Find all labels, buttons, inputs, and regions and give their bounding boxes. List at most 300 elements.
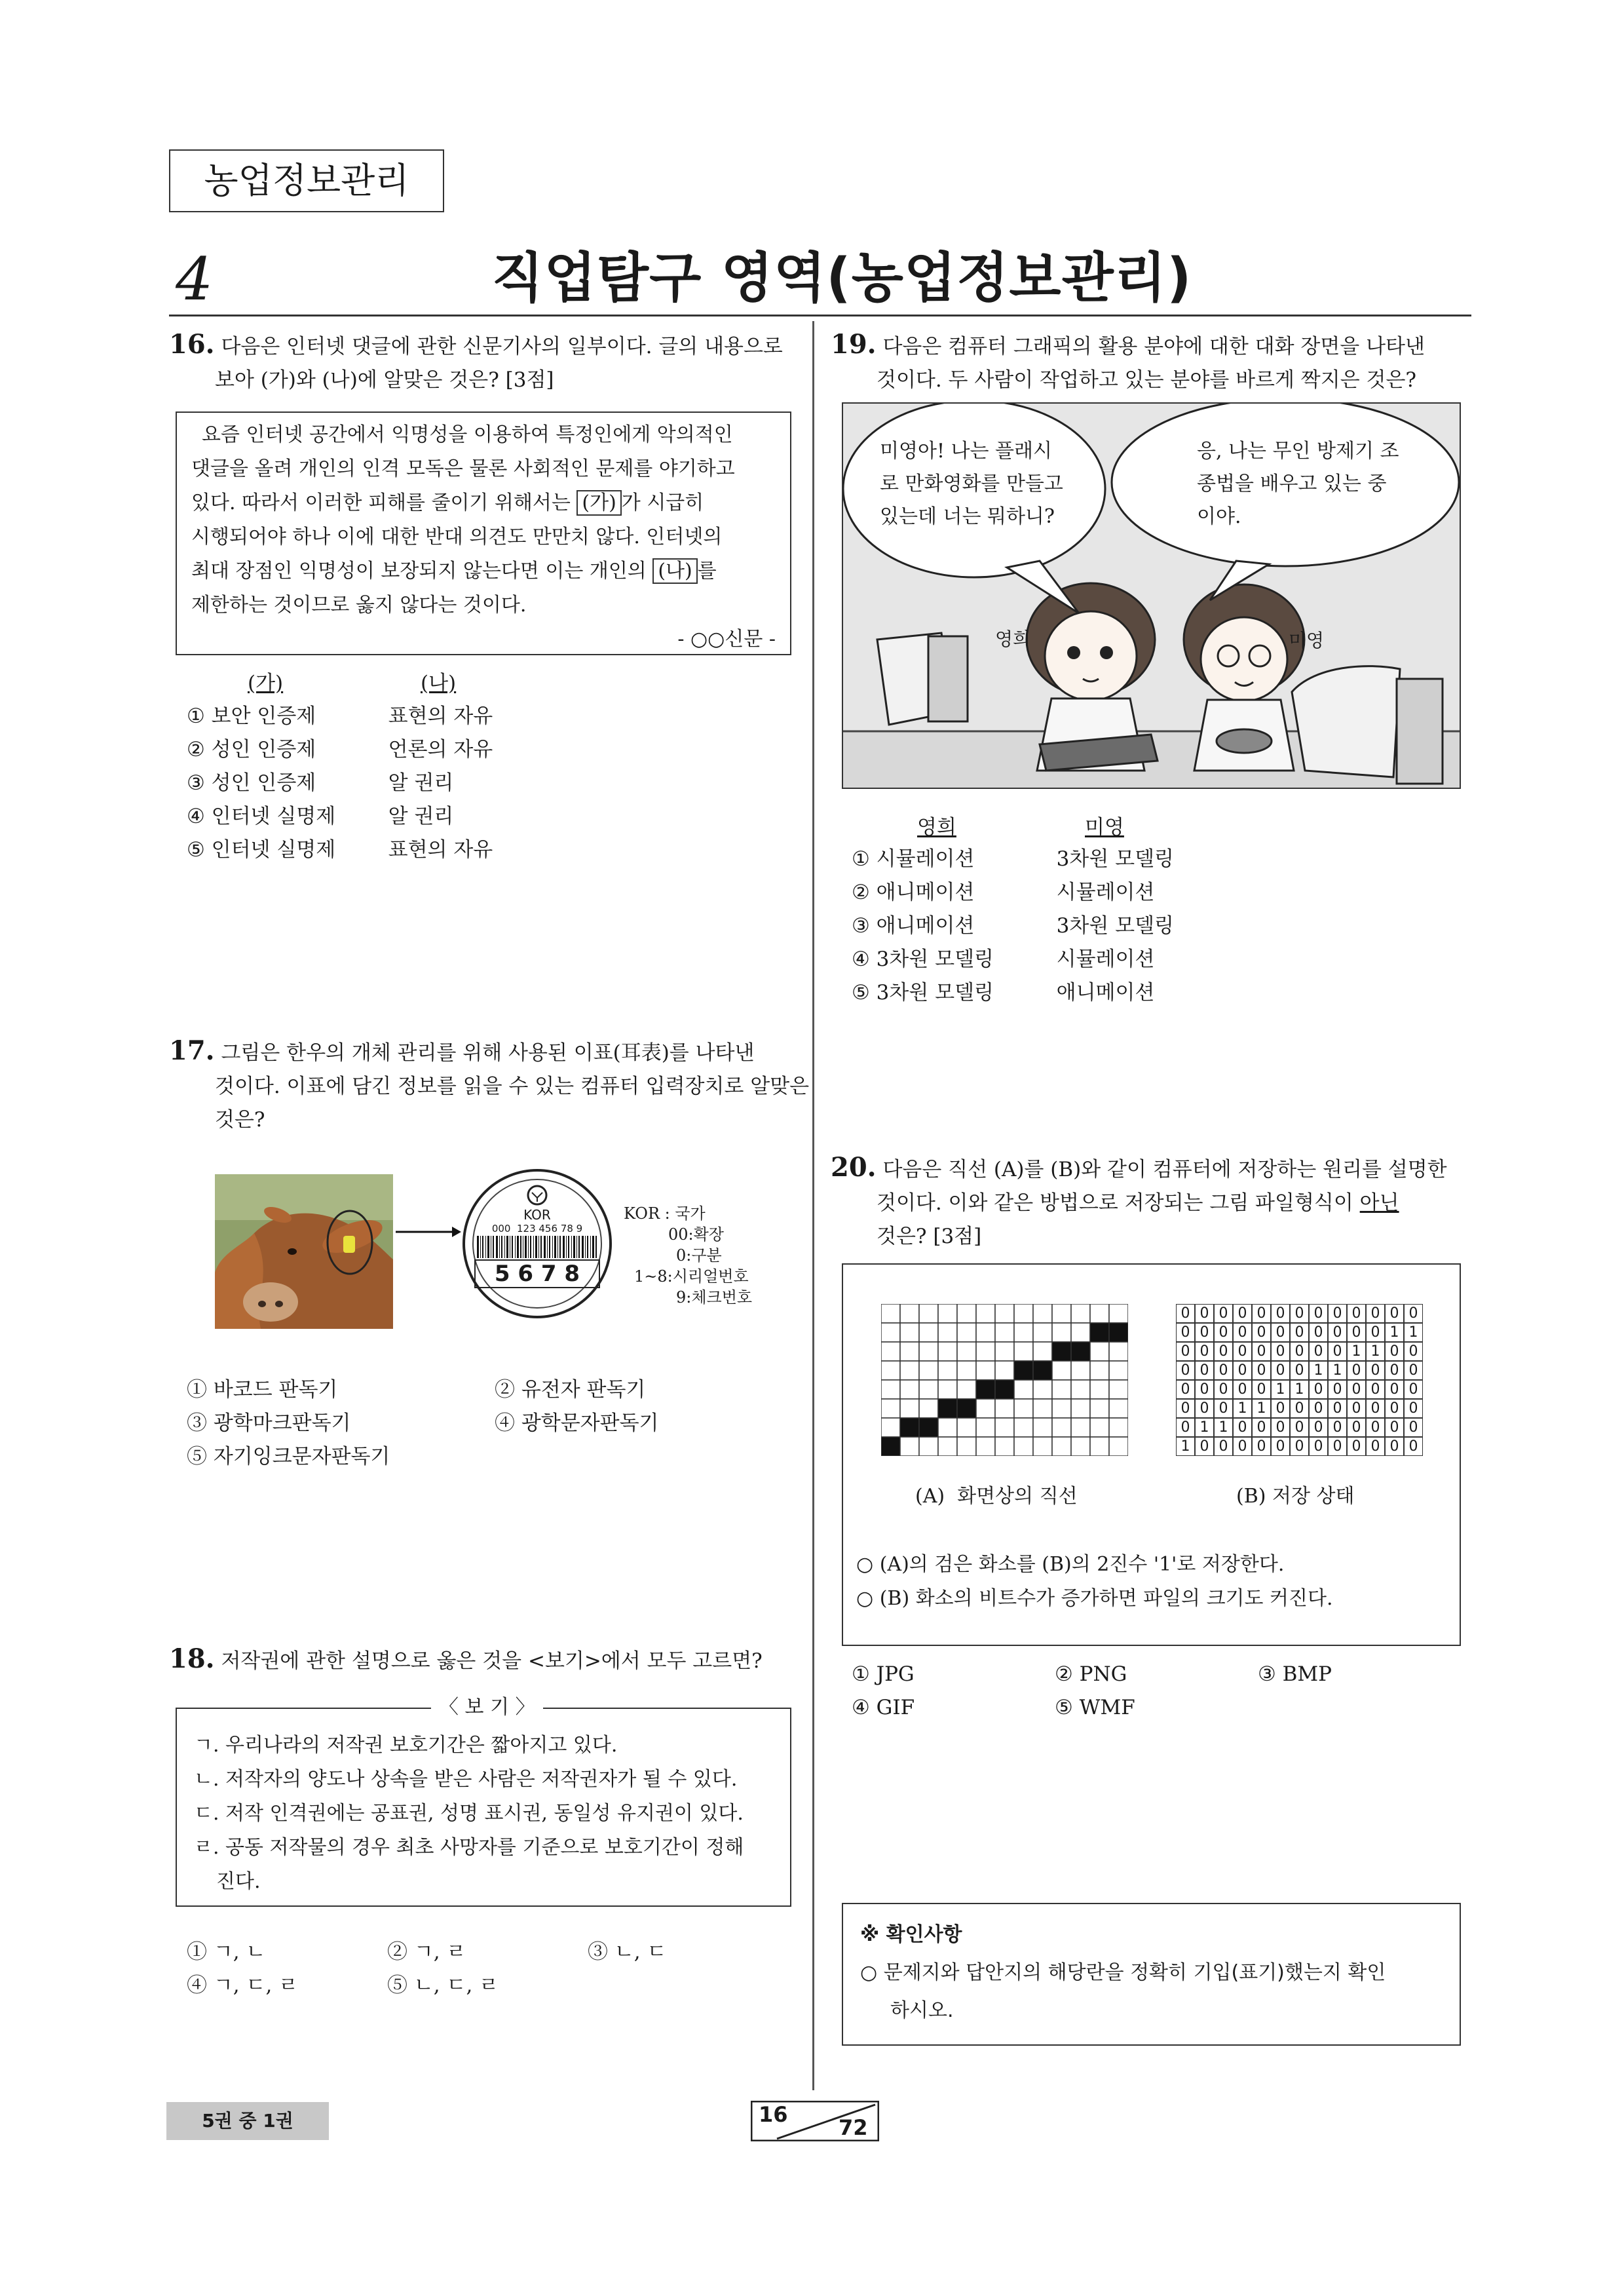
q16-choice-1[interactable]: ① 보안 인증제 표현의 자유 bbox=[187, 704, 493, 728]
pixel-white bbox=[900, 1342, 919, 1361]
bit-cell: 0 bbox=[1290, 1418, 1309, 1437]
bit-cell: 0 bbox=[1347, 1418, 1366, 1437]
pixel-white bbox=[1109, 1399, 1128, 1418]
bit-cell: 0 bbox=[1328, 1437, 1347, 1456]
pixel-black bbox=[976, 1380, 995, 1399]
barcode bbox=[477, 1236, 597, 1258]
pixel-white bbox=[1033, 1437, 1052, 1456]
bit-cell: 0 bbox=[1176, 1399, 1195, 1418]
pixel-white bbox=[938, 1380, 957, 1399]
page-current: 16 bbox=[759, 2102, 788, 2127]
notice-title: ※ 확인사항 bbox=[860, 1923, 962, 1946]
bit-cell: 0 bbox=[1252, 1418, 1271, 1437]
q18-item-3: ㄷ. 저작 인격권에는 공표권, 성명 표시권, 동일성 유지권이 있다. bbox=[194, 1802, 744, 1825]
q16-stem-line2: 보아 (가)와 (나)에 알맞은 것은? [3점] bbox=[215, 368, 554, 392]
bit-cell: 0 bbox=[1271, 1342, 1290, 1361]
bit-cell: 0 bbox=[1271, 1304, 1290, 1323]
pixel-white bbox=[881, 1418, 900, 1437]
pixel-white bbox=[1033, 1342, 1052, 1361]
bit-cell: 0 bbox=[1176, 1380, 1195, 1399]
bit-cell: 0 bbox=[1404, 1361, 1423, 1380]
q17-number: 17. bbox=[169, 1035, 215, 1066]
pixel-white bbox=[1109, 1304, 1128, 1323]
bit-cell: 0 bbox=[1252, 1361, 1271, 1380]
pixel-white bbox=[1014, 1380, 1033, 1399]
bubble-right-line2: 종법을 배우고 있는 중 bbox=[1197, 472, 1387, 495]
bit-cell: 0 bbox=[1214, 1399, 1233, 1418]
pixel-white bbox=[1071, 1361, 1090, 1380]
pixel-white bbox=[1014, 1418, 1033, 1437]
bubble-left-line1: 미영아! 나는 플래시 bbox=[880, 440, 1052, 463]
q19-choice-2[interactable]: ② 애니메이션 시뮬레이션 bbox=[852, 881, 1155, 904]
bit-cell: 0 bbox=[1347, 1399, 1366, 1418]
pixel-white bbox=[976, 1323, 995, 1342]
pixel-white bbox=[1090, 1342, 1109, 1361]
pixel-white bbox=[1014, 1399, 1033, 1418]
pixel-white bbox=[957, 1380, 976, 1399]
pixel-white bbox=[1014, 1437, 1033, 1456]
bit-cell: 0 bbox=[1233, 1304, 1252, 1323]
tag-digits-small: 000 123 456 78 9 bbox=[491, 1223, 583, 1234]
tag-legend bbox=[624, 1203, 752, 1308]
question-17 bbox=[169, 1034, 810, 1137]
pixel-white bbox=[1014, 1304, 1033, 1323]
pixel-white bbox=[995, 1323, 1014, 1342]
bit-cell: 1 bbox=[1366, 1342, 1385, 1361]
pixel-white bbox=[900, 1304, 919, 1323]
bit-cell: 1 bbox=[1176, 1437, 1195, 1456]
q16-passage-line2: 댓글을 올려 개인의 인격 모독은 물론 사회적인 문제를 야기하고 bbox=[191, 457, 735, 480]
pixel-white bbox=[1109, 1361, 1128, 1380]
subject-tab bbox=[169, 149, 444, 212]
bit-cell: 0 bbox=[1252, 1323, 1271, 1342]
q20-figure-box bbox=[842, 1263, 1461, 1646]
pixel-white bbox=[900, 1437, 919, 1456]
q19-number: 19. bbox=[831, 329, 877, 360]
q19-choices bbox=[852, 843, 1174, 1010]
pixel-white bbox=[919, 1342, 938, 1361]
pixel-white bbox=[957, 1437, 976, 1456]
bubble-right-line1: 응, 나는 무인 방제기 조 bbox=[1197, 440, 1399, 463]
bit-cell: 0 bbox=[1195, 1361, 1214, 1380]
bit-cell: 0 bbox=[1309, 1418, 1328, 1437]
question-16 bbox=[169, 328, 798, 397]
question-20 bbox=[831, 1151, 1447, 1253]
q16-passage-line5a: 최대 장점인 익명성이 보장되지 않는다면 이는 개인의 bbox=[191, 560, 647, 583]
bit-cell: 1 bbox=[1290, 1380, 1309, 1399]
bit-cell: 0 bbox=[1195, 1304, 1214, 1323]
pixel-white bbox=[1052, 1380, 1071, 1399]
bit-cell: 0 bbox=[1252, 1437, 1271, 1456]
q16-passage-line3a: 있다. 따라서 이러한 피해를 줄이기 위해서는 bbox=[191, 491, 571, 514]
q20-stem-underline: 아닌 bbox=[1359, 1191, 1399, 1215]
tag-kor: KOR bbox=[523, 1207, 551, 1223]
pixel-white bbox=[1033, 1380, 1052, 1399]
bit-cell: 0 bbox=[1176, 1361, 1195, 1380]
bit-cell: 0 bbox=[1404, 1437, 1423, 1456]
q16-choice-3[interactable]: ③ 성인 인증제 알 권리 bbox=[187, 771, 454, 795]
q17-choice-1[interactable]: ① 바코드 판독기 bbox=[187, 1378, 338, 1402]
bit-cell: 0 bbox=[1309, 1304, 1328, 1323]
q17-stem-line1: 그림은 한우의 개체 관리를 위해 사용된 이표(耳表)를 나타낸 bbox=[221, 1041, 755, 1065]
q17-choices bbox=[187, 1373, 803, 1474]
comic-name-left: 영희 bbox=[995, 628, 1031, 650]
question-18 bbox=[169, 1642, 763, 1678]
bit-cell: 0 bbox=[1385, 1437, 1404, 1456]
pixel-white bbox=[1090, 1437, 1109, 1456]
q20-note-1: ○ (A)의 검은 화소를 (B)의 2진수 '1'로 저장한다. bbox=[856, 1553, 1285, 1576]
caption-b: (B) 저장 상태 bbox=[1236, 1485, 1355, 1508]
bit-cell: 0 bbox=[1214, 1342, 1233, 1361]
pixel-white bbox=[976, 1342, 995, 1361]
q19-choice-1[interactable]: ① 시뮬레이션 3차원 모델링 bbox=[852, 847, 1174, 871]
bit-cell: 1 bbox=[1214, 1418, 1233, 1437]
q18-choice-4[interactable]: ④ ㄱ, ㄷ, ㄹ bbox=[187, 1974, 299, 1997]
bit-cell: 0 bbox=[1176, 1418, 1195, 1437]
q16-choice-4[interactable]: ④ 인터넷 실명제 알 권리 bbox=[187, 805, 454, 828]
pixel-white bbox=[881, 1323, 900, 1342]
bit-cell: 0 bbox=[1214, 1304, 1233, 1323]
bit-cell: 0 bbox=[1404, 1399, 1423, 1418]
pixel-black bbox=[1033, 1361, 1052, 1380]
bit-cell: 0 bbox=[1404, 1342, 1423, 1361]
bit-cell: 1 bbox=[1271, 1380, 1290, 1399]
bit-cell: 1 bbox=[1385, 1323, 1404, 1342]
q16-source: - ○○신문 - bbox=[677, 628, 776, 651]
q18-item-5: 진다. bbox=[216, 1870, 261, 1893]
q16-blank-ga: (가) bbox=[576, 490, 621, 516]
pixel-white bbox=[957, 1304, 976, 1323]
bit-cell: 0 bbox=[1347, 1380, 1366, 1399]
bit-cell: 0 bbox=[1385, 1304, 1404, 1323]
pixel-white bbox=[938, 1437, 957, 1456]
bit-cell: 0 bbox=[1328, 1342, 1347, 1361]
pixel-white bbox=[1109, 1437, 1128, 1456]
q18-bogi-title-text: 보 기 bbox=[464, 1696, 510, 1719]
pixel-grid-a bbox=[881, 1304, 1128, 1456]
bit-cell: 1 bbox=[1195, 1418, 1214, 1437]
bit-cell: 1 bbox=[1233, 1399, 1252, 1418]
pixel-white bbox=[1033, 1399, 1052, 1418]
ear-tag bbox=[461, 1168, 613, 1320]
bubble-right-line3: 이야. bbox=[1197, 505, 1241, 528]
q19-choice-3[interactable]: ③ 애니메이션 3차원 모델링 bbox=[852, 914, 1174, 938]
bit-cell: 0 bbox=[1290, 1342, 1309, 1361]
pixel-white bbox=[976, 1399, 995, 1418]
comic-name-right: 미영 bbox=[1289, 630, 1325, 651]
bit-cell: 0 bbox=[1347, 1361, 1366, 1380]
pixel-white bbox=[900, 1361, 919, 1380]
pixel-white bbox=[1071, 1304, 1090, 1323]
bit-cell: 0 bbox=[1309, 1399, 1328, 1418]
pixel-white bbox=[881, 1361, 900, 1380]
q17-choice-3[interactable]: ③ 광학마크판독기 bbox=[187, 1411, 351, 1435]
q19-col-header-a: 영희 bbox=[917, 816, 956, 839]
bit-cell: 0 bbox=[1366, 1418, 1385, 1437]
q16-choice-2[interactable]: ② 성인 인증제 언론의 자유 bbox=[187, 738, 493, 761]
bit-cell: 0 bbox=[1366, 1437, 1385, 1456]
q16-stem-line1: 다음은 인터넷 댓글에 관한 신문기사의 일부이다. 글의 내용으로 bbox=[221, 335, 783, 358]
q19-choice-4[interactable]: ④ 3차원 모델링 시뮬레이션 bbox=[852, 947, 1155, 971]
bit-cell: 0 bbox=[1233, 1361, 1252, 1380]
bit-cell: 0 bbox=[1252, 1342, 1271, 1361]
bit-cell: 0 bbox=[1328, 1304, 1347, 1323]
pixel-black bbox=[995, 1380, 1014, 1399]
q16-col-header-na: (나) bbox=[421, 672, 457, 695]
pixel-white bbox=[919, 1304, 938, 1323]
pixel-black bbox=[1071, 1342, 1090, 1361]
bit-cell: 0 bbox=[1271, 1437, 1290, 1456]
bit-cell: 0 bbox=[1328, 1399, 1347, 1418]
bit-cell: 0 bbox=[1271, 1418, 1290, 1437]
pixel-white bbox=[919, 1380, 938, 1399]
bit-cell: 0 bbox=[1195, 1323, 1214, 1342]
pixel-white bbox=[1109, 1418, 1128, 1437]
pixel-white bbox=[1090, 1418, 1109, 1437]
q19-col-header-b: 미영 bbox=[1085, 816, 1124, 839]
bit-cell: 0 bbox=[1385, 1418, 1404, 1437]
pixel-white bbox=[1090, 1361, 1109, 1380]
pixel-white bbox=[900, 1323, 919, 1342]
pixel-black bbox=[957, 1399, 976, 1418]
q20-choice-5[interactable]: ⑤ WMF bbox=[1055, 1696, 1135, 1719]
q20-choice-2[interactable]: ② PNG bbox=[1055, 1662, 1127, 1686]
page-indicator bbox=[751, 2101, 879, 2141]
bit-cell: 0 bbox=[1214, 1380, 1233, 1399]
bit-cell: 0 bbox=[1252, 1380, 1271, 1399]
pixel-white bbox=[1052, 1304, 1071, 1323]
bubble-right-text bbox=[1197, 435, 1399, 533]
bit-cell: 1 bbox=[1404, 1323, 1423, 1342]
pixel-white bbox=[1090, 1304, 1109, 1323]
pixel-white bbox=[995, 1304, 1014, 1323]
bit-cell: 0 bbox=[1233, 1418, 1252, 1437]
pixel-white bbox=[995, 1437, 1014, 1456]
q18-choice-5[interactable]: ⑤ ㄴ, ㄷ, ㄹ bbox=[387, 1974, 499, 1997]
q17-choice-5[interactable]: ⑤ 자기잉크문자판독기 bbox=[187, 1445, 390, 1468]
q18-choice-1[interactable]: ① ㄱ, ㄴ bbox=[187, 1940, 266, 1964]
pixel-white bbox=[1071, 1437, 1090, 1456]
bit-cell: 0 bbox=[1404, 1304, 1423, 1323]
pixel-black bbox=[1090, 1323, 1109, 1342]
bit-cell: 1 bbox=[1252, 1399, 1271, 1418]
pixel-white bbox=[957, 1361, 976, 1380]
q18-item-1: ㄱ. 우리나라의 저작권 보호기간은 짧아지고 있다. bbox=[194, 1734, 618, 1757]
q18-choices bbox=[187, 1936, 803, 2002]
bit-cell: 0 bbox=[1385, 1342, 1404, 1361]
page-total: 72 bbox=[839, 2115, 868, 2140]
tag-legend-5: 9:체크번호 bbox=[676, 1288, 753, 1307]
q18-item-2: ㄴ. 저작자의 양도나 상속을 받은 사람은 저작권자가 될 수 있다. bbox=[194, 1768, 738, 1791]
pixel-white bbox=[976, 1361, 995, 1380]
q20-choice-3[interactable]: ③ BMP bbox=[1258, 1662, 1332, 1686]
q16-passage-line4: 시행되어야 하나 이에 대한 반대 의견도 만만치 않다. 인터넷의 bbox=[191, 526, 723, 548]
q16-passage-line6: 제한하는 것이므로 옳지 않다는 것이다. bbox=[191, 594, 527, 617]
bit-cell: 0 bbox=[1328, 1418, 1347, 1437]
pixel-white bbox=[1033, 1304, 1052, 1323]
pixel-white bbox=[1071, 1380, 1090, 1399]
tag-legend-1: KOR : 국가 bbox=[624, 1204, 706, 1223]
bubble-left-line2: 로 만화영화를 만들고 bbox=[880, 472, 1063, 495]
bit-cell: 0 bbox=[1290, 1399, 1309, 1418]
bubble-left-text bbox=[880, 435, 1063, 533]
q20-choice-4[interactable]: ④ GIF bbox=[852, 1696, 915, 1719]
notice-line1: ○ 문제지와 답안지의 해당란을 정확히 기입(표기)했는지 확인 bbox=[860, 1961, 1386, 1984]
bubble-left-line3: 있는데 너는 뭐하니? bbox=[880, 505, 1055, 528]
pixel-white bbox=[881, 1304, 900, 1323]
bit-cell: 1 bbox=[1309, 1361, 1328, 1380]
pixel-white bbox=[1052, 1437, 1071, 1456]
pixel-white bbox=[976, 1418, 995, 1437]
pixel-white bbox=[938, 1418, 957, 1437]
bit-cell: 0 bbox=[1214, 1323, 1233, 1342]
bit-cell: 0 bbox=[1385, 1399, 1404, 1418]
bit-cell: 0 bbox=[1252, 1304, 1271, 1323]
bit-cell: 0 bbox=[1347, 1304, 1366, 1323]
column-divider bbox=[812, 321, 814, 2090]
notice-line2: 하시오. bbox=[890, 1999, 954, 2022]
bit-cell: 0 bbox=[1271, 1323, 1290, 1342]
q16-choice-5[interactable]: ⑤ 인터넷 실명제 표현의 자유 bbox=[187, 838, 493, 862]
pixel-black bbox=[900, 1418, 919, 1437]
bit-cell: 0 bbox=[1195, 1437, 1214, 1456]
bit-cell: 0 bbox=[1195, 1342, 1214, 1361]
bit-cell: 1 bbox=[1328, 1361, 1347, 1380]
pixel-black bbox=[881, 1437, 900, 1456]
q16-col-header-ga: (가) bbox=[248, 672, 284, 695]
q18-choice-2[interactable]: ② ㄱ, ㄹ bbox=[387, 1940, 466, 1964]
pixel-white bbox=[976, 1304, 995, 1323]
bit-cell: 0 bbox=[1309, 1323, 1328, 1342]
bit-cell: 0 bbox=[1366, 1304, 1385, 1323]
question-19 bbox=[831, 328, 1425, 397]
pixel-white bbox=[1014, 1342, 1033, 1361]
pixel-white bbox=[976, 1437, 995, 1456]
bit-cell: 0 bbox=[1214, 1437, 1233, 1456]
bit-cell: 0 bbox=[1214, 1361, 1233, 1380]
pixel-white bbox=[995, 1418, 1014, 1437]
q20-stem-line3: 것은? [3점] bbox=[877, 1225, 982, 1248]
bit-cell: 0 bbox=[1271, 1399, 1290, 1418]
cow-photo bbox=[215, 1174, 393, 1329]
bit-cell: 0 bbox=[1176, 1342, 1195, 1361]
bit-cell: 0 bbox=[1233, 1380, 1252, 1399]
q20-choice-1[interactable]: ① JPG bbox=[852, 1662, 915, 1686]
comic-panel bbox=[842, 402, 1461, 789]
tag-digits-big: 5 6 7 8 bbox=[474, 1259, 600, 1288]
bit-cell: 0 bbox=[1290, 1437, 1309, 1456]
q18-bogi-title: 〈 보 기 〉 bbox=[431, 1694, 543, 1721]
q19-stem-line2: 것이다. 두 사람이 작업하고 있는 분야를 바르게 짝지은 것은? bbox=[877, 368, 1417, 392]
q17-stem-line2: 것이다. 이표에 담긴 정보를 읽을 수 있는 컴퓨터 입력장치로 알맞은 bbox=[215, 1075, 810, 1098]
pixel-white bbox=[1109, 1380, 1128, 1399]
bit-cell: 0 bbox=[1328, 1380, 1347, 1399]
subject-tab-label: 농업정보관리 bbox=[204, 160, 409, 201]
bit-cell: 0 bbox=[1233, 1437, 1252, 1456]
pixel-white bbox=[995, 1342, 1014, 1361]
q16-choices bbox=[187, 700, 493, 867]
bit-cell: 0 bbox=[1176, 1304, 1195, 1323]
q19-choice-5[interactable]: ⑤ 3차원 모델링 애니메이션 bbox=[852, 981, 1155, 1004]
pixel-white bbox=[1071, 1323, 1090, 1342]
q18-choice-3[interactable]: ③ ㄴ, ㄷ bbox=[588, 1940, 667, 1964]
q16-passage-box bbox=[176, 411, 791, 655]
bit-cell: 0 bbox=[1385, 1361, 1404, 1380]
pixel-white bbox=[938, 1342, 957, 1361]
pixel-white bbox=[881, 1380, 900, 1399]
bit-cell: 0 bbox=[1366, 1380, 1385, 1399]
pixel-white bbox=[1109, 1342, 1128, 1361]
bit-cell: 0 bbox=[1347, 1323, 1366, 1342]
caption-a: (A) 화면상의 직선 bbox=[915, 1485, 1078, 1508]
bit-cell: 0 bbox=[1404, 1380, 1423, 1399]
pixel-white bbox=[938, 1304, 957, 1323]
bit-cell: 0 bbox=[1195, 1399, 1214, 1418]
bit-cell: 0 bbox=[1366, 1361, 1385, 1380]
bit-cell: 0 bbox=[1385, 1380, 1404, 1399]
q17-choice-4[interactable]: ④ 광학문자판독기 bbox=[495, 1411, 659, 1435]
bit-cell: 0 bbox=[1366, 1399, 1385, 1418]
pixel-black bbox=[1109, 1323, 1128, 1342]
q20-stem-line1: 다음은 직선 (A)를 (B)와 같이 컴퓨터에 저장하는 원리를 설명한 bbox=[882, 1158, 1447, 1181]
bit-cell: 1 bbox=[1347, 1342, 1366, 1361]
pixel-white bbox=[1090, 1399, 1109, 1418]
pixel-white bbox=[1090, 1380, 1109, 1399]
pixel-black bbox=[1052, 1342, 1071, 1361]
bit-cell: 0 bbox=[1290, 1323, 1309, 1342]
pixel-white bbox=[995, 1361, 1014, 1380]
booklet-label bbox=[166, 2102, 329, 2140]
header-rule bbox=[169, 315, 1471, 316]
bit-cell: 0 bbox=[1176, 1323, 1195, 1342]
pixel-white bbox=[919, 1399, 938, 1418]
q20-choices bbox=[852, 1658, 1332, 1725]
q16-blank-na: (나) bbox=[652, 558, 697, 584]
pixel-white bbox=[957, 1418, 976, 1437]
bit-cell: 0 bbox=[1328, 1323, 1347, 1342]
pixel-white bbox=[1071, 1399, 1090, 1418]
tag-legend-2: 00:확장 bbox=[668, 1225, 724, 1244]
pixel-white bbox=[957, 1323, 976, 1342]
bit-cell: 0 bbox=[1366, 1323, 1385, 1342]
q20-note-2: ○ (B) 화소의 비트수가 증가하면 파일의 크기도 커진다. bbox=[856, 1587, 1333, 1610]
pixel-white bbox=[919, 1323, 938, 1342]
q17-choice-2[interactable]: ② 유전자 판독기 bbox=[495, 1378, 646, 1402]
pixel-white bbox=[1033, 1418, 1052, 1437]
pixel-white bbox=[1052, 1323, 1071, 1342]
pixel-black bbox=[919, 1418, 938, 1437]
tag-legend-4: 1~8:시리얼번호 bbox=[634, 1267, 749, 1286]
bit-cell: 0 bbox=[1195, 1380, 1214, 1399]
q16-passage-line1: 요즘 인터넷 공간에서 익명성을 이용하여 특정인에게 악의적인 bbox=[202, 423, 733, 446]
q16-passage-line3b: 가 시급히 bbox=[621, 491, 704, 514]
tag-legend-3: 0:구분 bbox=[676, 1246, 722, 1265]
pixel-white bbox=[1071, 1418, 1090, 1437]
pixel-white bbox=[881, 1399, 900, 1418]
booklet-label-text: 5권 중 1권 bbox=[202, 2110, 293, 2132]
bit-cell: 0 bbox=[1290, 1361, 1309, 1380]
q18-stem: 저작권에 관한 설명으로 옳은 것을 <보기>에서 모두 고르면? bbox=[221, 1649, 763, 1673]
pixel-white bbox=[1052, 1399, 1071, 1418]
pixel-white bbox=[1014, 1323, 1033, 1342]
pixel-white bbox=[938, 1323, 957, 1342]
q20-stem-line2a: 것이다. 이와 같은 방법으로 저장되는 그림 파일형식이 bbox=[877, 1191, 1353, 1215]
bit-cell: 0 bbox=[1271, 1361, 1290, 1380]
pixel-white bbox=[938, 1361, 957, 1380]
q16-number: 16. bbox=[169, 329, 215, 360]
pixel-black bbox=[1014, 1361, 1033, 1380]
pixel-white bbox=[1033, 1323, 1052, 1342]
